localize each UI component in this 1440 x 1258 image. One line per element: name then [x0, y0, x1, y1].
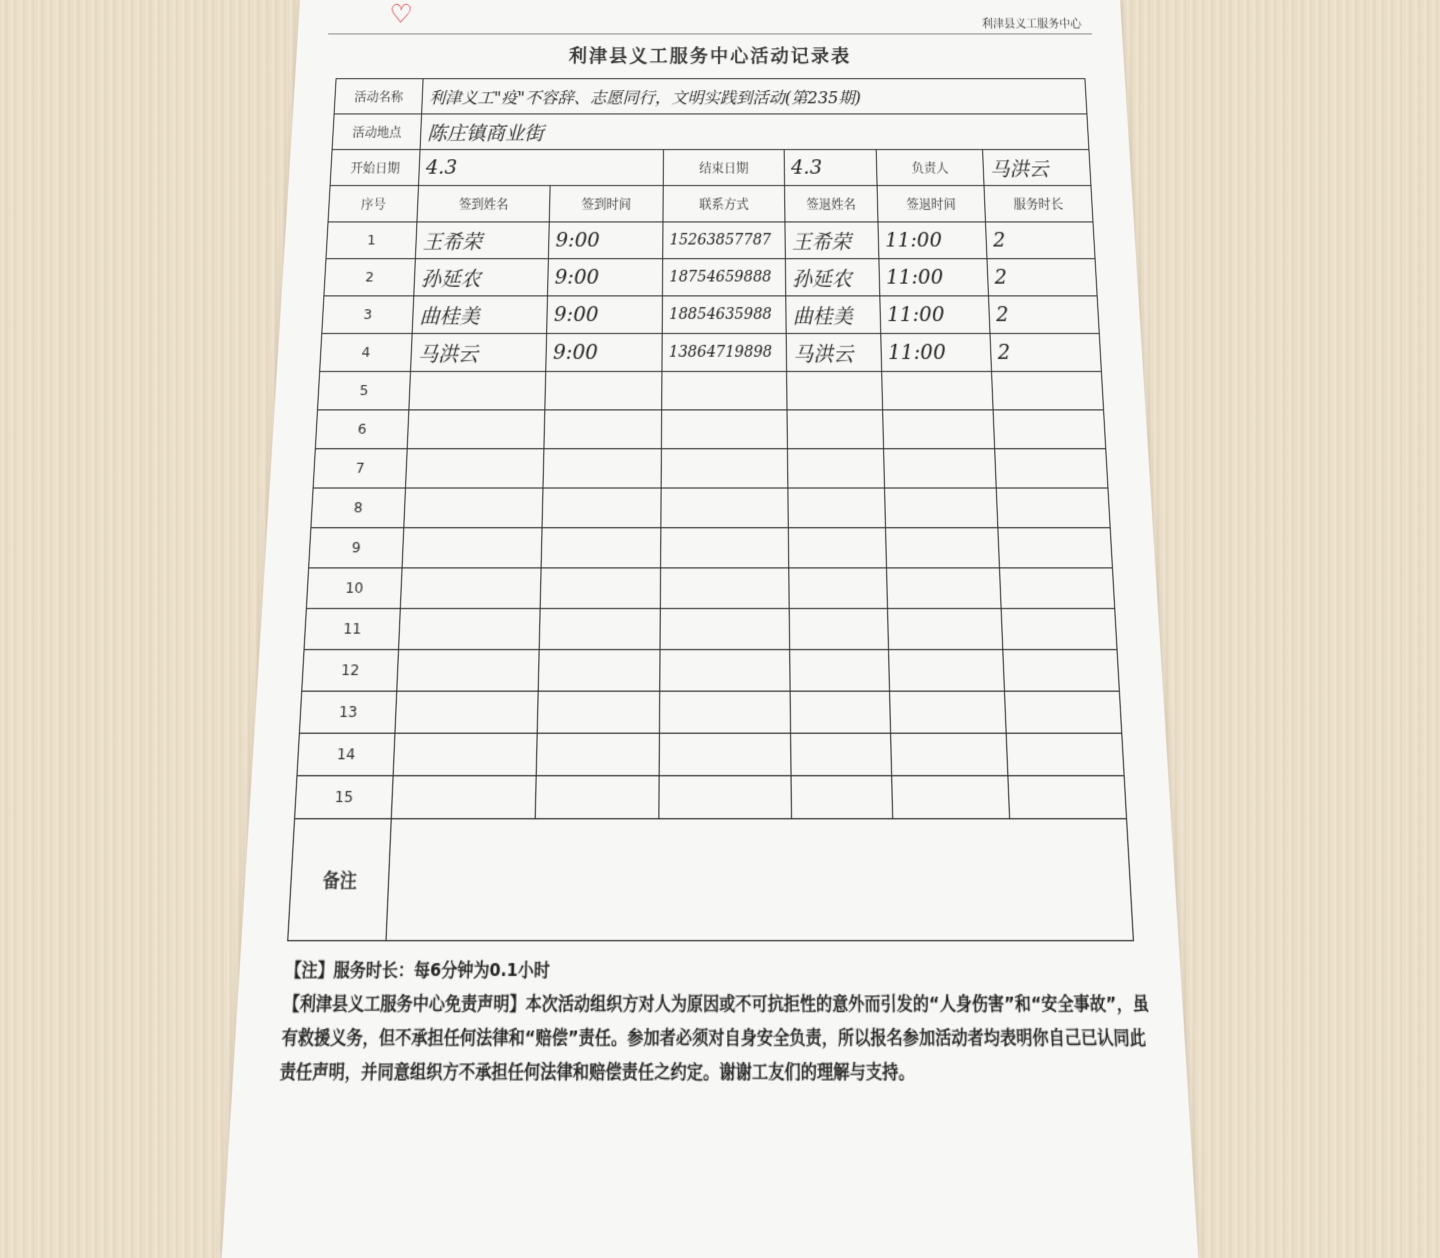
column-header: 序号 — [328, 186, 418, 222]
sheet-header — [328, 0, 1092, 34]
table-cell: 孙延农 — [414, 259, 549, 296]
table-cell — [540, 568, 660, 609]
table-cell: 6 — [315, 410, 409, 449]
table-cell — [536, 733, 659, 776]
table-cell — [787, 371, 883, 409]
table-cell — [660, 568, 789, 609]
table-cell — [1006, 733, 1124, 776]
table-cell: 1 — [326, 222, 417, 259]
table-cell: 11:00 — [879, 259, 989, 296]
table-cell — [791, 776, 893, 819]
table-cell — [538, 650, 660, 692]
table-cell — [889, 650, 1005, 692]
table-cell: 9:00 — [548, 222, 663, 259]
end-date-value: 4.3 — [784, 150, 877, 186]
activity-name-value: 利津义工"疫"不容辞、志愿同行，文明实践到活动(第235期) — [422, 79, 1087, 114]
remark-row — [288, 819, 1134, 941]
table-cell: 王希荣 — [785, 222, 879, 259]
table-cell: 11:00 — [878, 222, 987, 259]
table-cell — [996, 488, 1110, 528]
table-cell — [660, 650, 790, 692]
disclaimer-note: 【利津县义工服务中心免责声明】本次活动组织方对人为原因或不可抗拒性的意外而引发的“人身伤害”和“安全事故”，虽有救援义务，但不承担任何法律和“赔偿”责任。参加者必须对自身安全负责，所以报名参加活动者均表明你自己已认同此责任声明，并同意组织方不承担任何法律和赔偿责任之约定。谢谢工友们的理解与支持。 — [279, 994, 1150, 1084]
table-cell: 2 — [990, 333, 1101, 371]
table-cell — [659, 691, 790, 733]
table-cell: 3 — [322, 296, 414, 334]
table-cell — [391, 776, 536, 819]
table-cell: 8 — [311, 488, 406, 528]
table-cell — [885, 488, 998, 528]
end-date-label: 结束日期 — [663, 150, 784, 186]
location-label: 活动地点 — [332, 114, 421, 150]
table-cell — [993, 410, 1106, 449]
table-cell — [541, 528, 661, 568]
table-row — [311, 488, 1110, 528]
table-cell: 9:00 — [546, 333, 662, 371]
table-cell: 11 — [304, 609, 400, 650]
table-cell — [545, 371, 662, 409]
column-header: 签到时间 — [549, 186, 663, 222]
table-cell — [402, 528, 542, 568]
heart-logo-icon: ♡ — [388, 0, 414, 30]
table-cell — [788, 488, 886, 528]
table-cell — [543, 449, 661, 488]
table-cell — [397, 650, 539, 692]
table-cell — [1008, 776, 1127, 819]
table-cell — [886, 528, 1000, 568]
start-date-label: 开始日期 — [330, 150, 420, 186]
sheet-title: 利津县义工服务中心活动记录表 — [568, 46, 852, 68]
column-header-row — [328, 186, 1093, 222]
table-cell — [882, 371, 993, 409]
table-row — [299, 691, 1121, 733]
remark-value — [386, 819, 1133, 941]
table-row — [309, 528, 1113, 568]
table-cell — [995, 449, 1108, 488]
table-row — [313, 449, 1108, 488]
table-cell — [535, 776, 659, 819]
table-cell — [883, 410, 995, 449]
table-cell — [992, 371, 1104, 409]
table-cell: 13 — [299, 691, 396, 733]
table-cell: 9:00 — [548, 259, 663, 296]
table-row — [318, 371, 1104, 409]
table-cell — [1003, 650, 1120, 692]
activity-name-row — [334, 79, 1087, 114]
table-cell — [537, 691, 660, 733]
column-header: 签退时间 — [877, 186, 985, 222]
table-cell — [891, 733, 1008, 776]
table-row — [315, 410, 1105, 449]
table-cell: 11:00 — [881, 333, 992, 371]
table-row — [306, 568, 1114, 609]
table-cell — [998, 528, 1113, 568]
table-cell — [661, 449, 788, 488]
table-cell — [661, 410, 787, 449]
location-value: 陈庄镇商业街 — [420, 114, 1089, 150]
table-cell: 15 — [295, 776, 394, 819]
table-row — [322, 296, 1099, 334]
table-row — [302, 650, 1120, 692]
column-header: 签退姓名 — [785, 186, 878, 222]
service-hours-note: 【注】服务时长：每6分钟为0.1小时 — [284, 960, 551, 982]
column-header: 签到姓名 — [417, 186, 550, 222]
table-cell — [409, 371, 546, 409]
table-cell — [405, 449, 543, 488]
activity-name-label: 活动名称 — [334, 79, 423, 114]
table-cell: 11:00 — [880, 296, 990, 334]
table-cell: 2 — [324, 259, 415, 296]
table-cell: 马洪云 — [411, 333, 547, 371]
table-cell — [539, 609, 660, 650]
table-cell — [404, 488, 543, 528]
table-cell: 18754659888 — [662, 259, 785, 296]
table-cell — [395, 691, 538, 733]
table-cell — [884, 449, 997, 488]
table-cell — [790, 650, 890, 692]
table-cell: 2 — [987, 259, 1097, 296]
leader-value: 马洪云 — [983, 150, 1091, 186]
table-cell: 14 — [297, 733, 395, 776]
table-cell: 曲桂美 — [412, 296, 547, 334]
table-cell — [791, 733, 892, 776]
table-cell: 4 — [320, 333, 412, 371]
table-cell: 13864719898 — [662, 333, 787, 371]
table-cell — [892, 776, 1010, 819]
table-cell: 9:00 — [547, 296, 663, 334]
table-cell — [887, 568, 1002, 609]
table-row — [297, 733, 1124, 776]
table-cell — [787, 410, 884, 449]
table-cell: 马洪云 — [786, 333, 881, 371]
table-cell — [1004, 691, 1121, 733]
table-cell: 9 — [309, 528, 404, 568]
table-cell — [542, 488, 661, 528]
table-cell — [659, 733, 791, 776]
table-cell — [660, 609, 790, 650]
table-cell — [544, 410, 662, 449]
table-cell: 王希荣 — [415, 222, 549, 259]
date-row — [330, 150, 1091, 186]
column-header: 服务时长 — [984, 186, 1093, 222]
org-name: 利津县义工服务中心 — [981, 17, 1082, 31]
table-cell — [659, 776, 792, 819]
table-row — [295, 776, 1127, 819]
leader-label: 负责人 — [876, 150, 984, 186]
table-cell — [1001, 609, 1117, 650]
table-cell: 7 — [313, 449, 407, 488]
table-row — [304, 609, 1117, 650]
table-row — [326, 222, 1095, 259]
table-cell — [788, 528, 886, 568]
table-cell — [661, 528, 789, 568]
table-cell: 18854635988 — [662, 296, 786, 334]
table-cell — [789, 609, 888, 650]
table-cell: 12 — [302, 650, 399, 692]
table-cell — [400, 568, 541, 609]
table-row — [324, 259, 1097, 296]
table-cell: 2 — [988, 296, 1099, 334]
column-header: 联系方式 — [663, 186, 785, 222]
table-cell — [890, 691, 1007, 733]
table-cell: 10 — [306, 568, 402, 609]
table-cell: 2 — [985, 222, 1095, 259]
record-sheet — [222, 0, 1199, 1258]
location-row — [332, 114, 1089, 150]
table-cell — [662, 371, 787, 409]
table-cell: 曲桂美 — [786, 296, 881, 334]
table-cell — [888, 609, 1003, 650]
table-cell — [790, 691, 890, 733]
table-row — [320, 333, 1102, 371]
notes — [279, 954, 1165, 1090]
table-cell — [999, 568, 1114, 609]
table-cell: 15263857787 — [663, 222, 786, 259]
record-table — [287, 78, 1134, 941]
table-cell — [787, 449, 884, 488]
table-cell: 孙延农 — [785, 259, 879, 296]
table-cell — [407, 410, 545, 449]
table-cell — [393, 733, 537, 776]
table-cell: 5 — [318, 371, 411, 409]
remark-label: 备注 — [288, 819, 392, 941]
start-date-value: 4.3 — [419, 150, 664, 186]
table-cell — [399, 609, 541, 650]
table-cell — [789, 568, 888, 609]
table-cell — [661, 488, 788, 528]
